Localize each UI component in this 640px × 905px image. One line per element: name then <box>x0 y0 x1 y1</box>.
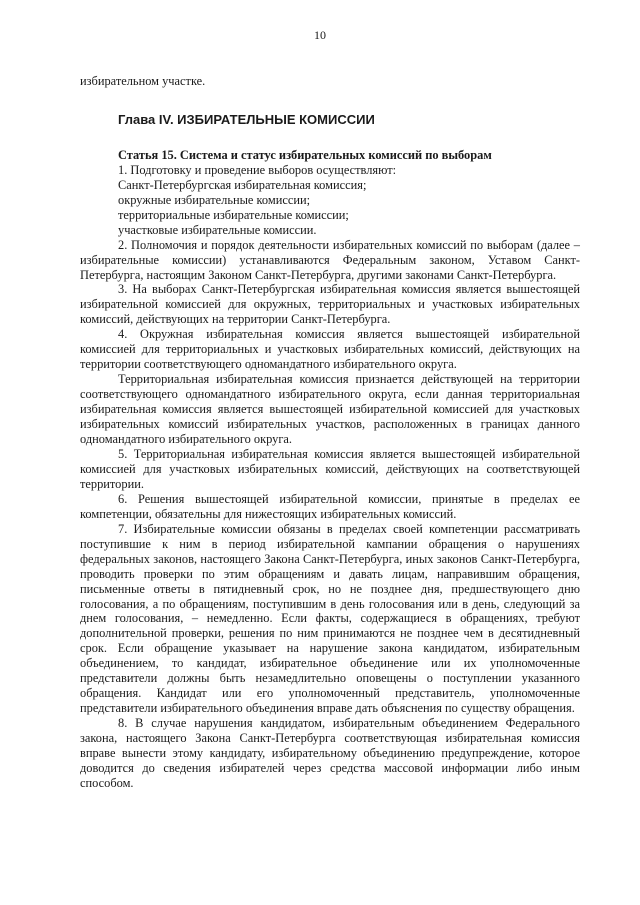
page-number: 10 <box>314 28 326 42</box>
paragraph: 5. Территориальная избирательная комиссия является вышестоящей избирательной комиссией для участковых избирательных комиссий, действующих на соответствующей территории. <box>80 446 580 491</box>
paragraph: 6. Решения вышестоящей избирательной комиссии, принятые в пределах ее компетенции, обязательны для нижестоящих избирательных комиссий. <box>80 491 580 521</box>
paragraph: Санкт-Петербургская избирательная комиссия; <box>118 177 367 192</box>
paragraph: 1. Подготовку и проведение выборов осуществляют: <box>118 162 397 177</box>
paragraph: 4. Окружная избирательная комиссия является вышестоящей избирательной комиссией для территориальных и участковых избирательных комиссий, действующих на территории соответствующего одномандатного избирательного округа. <box>80 327 580 372</box>
article-title: Статья 15. Система и статус избирательных комиссий по выборам <box>118 147 492 162</box>
paragraph: 2. Полномочия и порядок деятельности избирательных комиссий по выборам (далее – избирательные комиссии) устанавливаются Федеральным законом, Уставом Санкт-Петербурга, настоящим Законом Санкт-Петербурга, другими законами Санкт-Петербурга. <box>80 237 580 282</box>
paragraph: участковые избирательные комиссии. <box>118 222 317 237</box>
paragraph: территориальные избирательные комиссии; <box>118 207 349 222</box>
paragraph: 3. На выборах Санкт-Петербургская избирательная комиссия является вышестоящей избирательной комиссией для окружных, территориальных и участковых избирательных комиссий, действующих на территории Санкт-Петербурга. <box>80 282 580 327</box>
document-body <box>80 74 580 791</box>
lead-text: избирательном участке. <box>80 74 206 88</box>
paragraph: 8. В случае нарушения кандидатом, избирательным объединением Федерального закона, настоящего Закона Санкт-Петербурга соответствующая избирательная комиссия вправе вынести этому кандидату, избирательному объединению предупреждение, которое доводится до сведения избирателей через средства массовой информации либо иным способом. <box>80 716 580 790</box>
paragraph: окружные избирательные комиссии; <box>118 192 311 207</box>
paragraph: Территориальная избирательная комиссия признается действующей на территории соответствующего одномандатного избирательного округа, если данная территориальная избирательная комиссия является вышестоящей избирательной комиссией для участковых избирательных комиссий избирательных участков, расположенных в границах данного одномандатного избирательного округа. <box>80 372 580 447</box>
chapter-title: Глава IV. ИЗБИРАТЕЛЬНЫЕ КОМИССИИ <box>118 111 375 127</box>
paragraph: 7. Избирательные комиссии обязаны в пределах своей компетенции рассматривать поступившие к ним в период избирательной кампании обращения о нарушениях федеральных законов, настоящего Закона Санкт-Петербурга, иных законов Санкт-Петербурга, проводить проверки по этим обращениям и давать лицам, направившим обращения, письменные ответы в пятидневный срок, но не позднее дня, предшествующего дню голосования, а по обращениям, поступившим в день голосования или в день, следующий за днем голосования, – немедленно. Если факты, содержащиеся в обращениях, требуют дополнительной проверки, решения по ним принимаются не позднее чем в десятидневный срок. Если обращение указывает на нарушение закона кандидатом, избирательным объединением, то кандидат, избирательное объединение или их уполномоченные представители должны быть незамедлительно оповещены о поступлении указанного обращения. Кандидат или его уполномоченный представитель, уполномоченные представители избирательного объединения вправе дать объяснения по существу обращения. <box>80 521 580 716</box>
